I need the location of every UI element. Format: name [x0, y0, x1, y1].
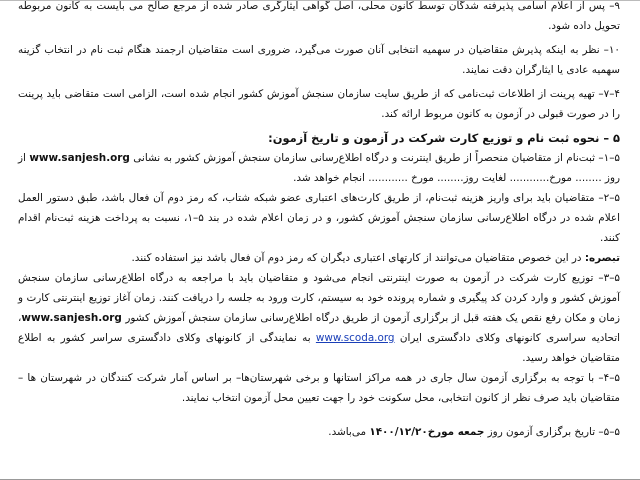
paragraph-5-3-end: به نمایندگی از کانونهای وکلای دادگستری سراسر کشور به اطلاع متقاضیان خواهد رسید.: [18, 332, 620, 364]
note-label: تبصره:: [584, 252, 620, 264]
paragraph-10: ۱۰– نظر به اینکه پذیرش متقاضیان در سهمیه انتخابی آنان صورت می‌گیرد، ضروری است متقاضیان ارجمند هنگام ثبت نام در انتخاب گزینه سهمیه عادی یا ایثارگران دقت نمایند.: [18, 44, 620, 76]
paragraph-5-1-text: ۵–۱– ثبت‌نام از متقاضیان منحصراً از طریق اینترنت و درگاه اطلاع‌رسانی سازمان سنجش آموزش کشور به نشانی: [133, 152, 620, 164]
paragraph-9: ۹– پس از اعلام اسامی پذیرفته شدگان توسط کانون محلی، اصل گواهی ایثارگری صادر شده از مرجع صالح می بایست به کانون مربوطه تحویل داده شود.: [18, 0, 620, 32]
top-divider: [0, 0, 640, 1]
sanjesh-url-text: www.sanjesh.org: [29, 152, 130, 164]
paragraph-5-4: ۵–۴– با توجه به برگزاری آزمون سال جاری در همه مراکز استانها و برخی شهرستان‌ها– بر اساس آمار شرکت کنندگان در شهرستان ها – متقاضیان باید صرف نظر از کانون انتخابی، محل سکونت خود را جهت تعیین محل آزمون انتخاب نمایند.: [18, 372, 620, 404]
paragraph-5-3-text: ۵–۳– توزیع کارت شرکت در آزمون به صورت اینترنتی انجام می‌شود و متقاضیان باید با مراجعه به درگاه اطلاع‌رسانی سازمان سنجش آموزش کشور و وارد کردن کد پیگیری و شماره پرونده خود به سیستم، کارت ورود به جلسه را دریافت کنند. زمان آغاز توزیع اینترنتی کارت و زمان و مکان رفع نقص یک هفته قبل از برگزاری آزمون از طریق درگاه اطلاع‌رسانی سازمان سنجش آموزش کشور: [18, 272, 620, 324]
exam-date: جمعه مورخ۱۴۰۰/۱۲/۲۰: [369, 426, 485, 438]
scoda-link[interactable]: www.scoda.org: [315, 332, 395, 344]
paragraph-4-7: ۴–۷– تهیه پرینت از اطلاعات ثبت‌نامی که از طریق سایت سازمان سنجش آموزش کشور انجام شده است، الزامی است متقاضی باید پرینت را در صورت قبولی در آزمون به کانون مربوط ارائه کند.: [18, 88, 620, 120]
section-heading: ۵ – نحوه ثبت نام و توزیع کارت شرکت در آزمون و تاریخ آزمون:: [268, 131, 620, 145]
sanjesh-url-text-2: www.sanjesh.org: [21, 312, 122, 324]
paragraph-5-3: [18, 268, 620, 368]
note-paragraph: [18, 248, 620, 268]
paragraph-5-2: ۵–۲– متقاضیان باید برای واریز هزینه ثبت‌نام، از طریق کارت‌های اعتباری عضو شبکه شتاب، که رمز دوم آن فعال باشد، طبق دستور العمل اعلام شده در درگاه اطلاع‌رسانی سازمان سنجش آموزش کشور، و در زمان اعلام شده در بند ۵–۱، نسبت به پرداخت هزینه ثبت‌نام اقدام کنند.: [18, 192, 620, 244]
paragraph-5-3-union: ، اتحادیه سراسری کانونهای وکلای دادگستری ایران: [18, 312, 620, 344]
paragraph-5-5-end: می‌باشد.: [328, 426, 370, 438]
paragraph-5-1: [18, 148, 620, 188]
note-text: در این خصوص متقاضیان می‌توانند از کارتهای اعتباری دیگران که رمز دوم آن فعال باشد نیز استفاده کنند.: [131, 252, 585, 264]
paragraph-5-5-text: ۵–۵– تاریخ برگزاری آزمون روز: [484, 426, 620, 438]
paragraph-5-1-dates: از روز ........ مورخ............ لغایت روز........ مورخ ............ انجام خواهد شد.: [18, 152, 620, 184]
paragraph-5-5: [18, 422, 620, 442]
